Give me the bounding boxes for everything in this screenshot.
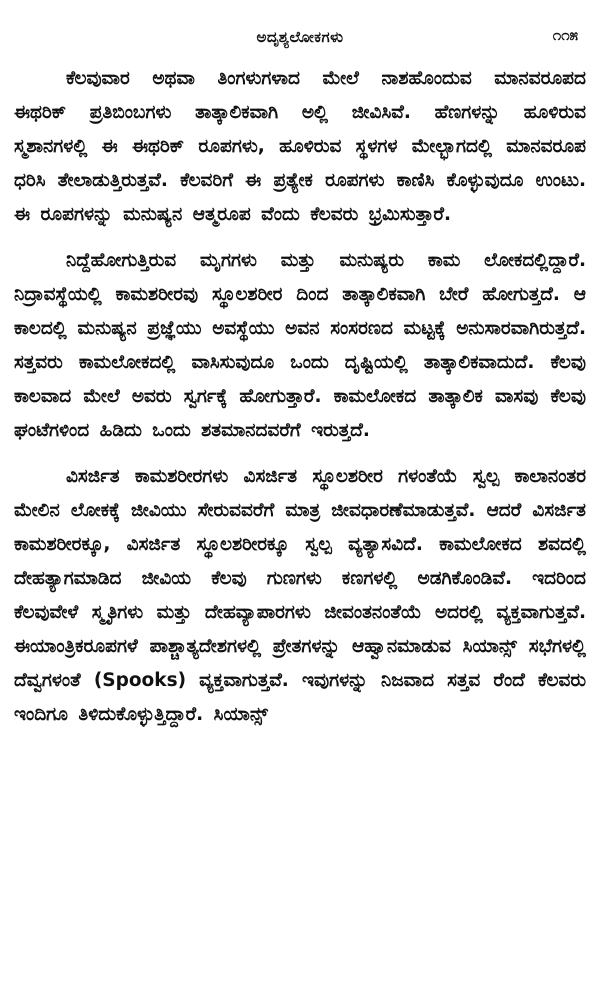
running-title: ಅದೃಶ್ಯಲೋಕಗಳು <box>256 28 344 46</box>
page-header <box>14 14 586 54</box>
paragraph-2: ನಿದ್ದೆಹೋಗುತ್ತಿರುವ ಮೃಗಗಳು ಮತ್ತು ಮನುಷ್ಯರು ಕಾಮ ಲೋಕದಲ್ಲಿದ್ದಾರೆ. ನಿದ್ರಾವಸ್ಥೆಯಲ್ಲಿ ಕಾಮಶರೀರವು ಸ್ಥೂಲಶರೀರ ದಿಂದ ತಾತ್ಕಾಲಿಕವಾಗಿ ಬೇರೆ ಹೋಗುತ್ತದೆ. ಆ ಕಾಲದಲ್ಲಿ ಮನುಷ್ಯನ ಪ್ರಜ್ಞೆಯು ಅವಸ್ಥೆಯು ಅವನ ಸಂಸರಣದ ಮಟ್ಟಕ್ಕೆ ಅನುಸಾರವಾಗಿರುತ್ತದೆ. ಸತ್ತವರು ಕಾಮಲೋಕದಲ್ಲಿ ವಾಸಿಸುವುದೂ ಒಂದು ದೃಷ್ಟಿಯಲ್ಲಿ ತಾತ್ಕಾಲಿಕವಾದುದೆ. ಕೆಲವು ಕಾಲವಾದ ಮೇಲೆ ಅವರು ಸ್ವರ್ಗಕ್ಕೆ ಹೋಗುತ್ತಾರೆ. ಕಾಮಲೋಕದ ತಾತ್ಕಾಲಿಕ ವಾಸವು ಕೆಲವು ಘಂಟೆಗಳಿಂದ ಹಿಡಿದು ಒಂದು ಶತಮಾನದವರೆಗೆ ಇರುತ್ತದೆ. <box>14 250 586 441</box>
body-text <box>14 62 586 732</box>
paragraph-1: ಕೆಲವುವಾರ ಅಥವಾ ತಿಂಗಳುಗಳಾದ ಮೇಲೆ ನಾಶಹೊಂದುವ ಮಾನವರೂಪದ ಈಥರಿಕ್ ಪ್ರತಿಬಿಂಬಗಳು ತಾತ್ಕಾಲಿಕವಾಗಿ ಅಲ್ಲಿ ಜೀವಿಸಿವೆ. ಹೆಣಗಳನ್ನು ಹೂಳಿರುವ ಸ್ಮಶಾನಗಳಲ್ಲಿ ಈ ಈಥರಿಕ್ ರೂಪಗಳು, ಹೂಳಿರುವ ಸ್ಥಳಗಳ ಮೇಲ್ಭಾಗದಲ್ಲಿ ಮಾನವರೂಪ ಧರಿಸಿ ತೇಲಾಡುತ್ತಿರುತ್ತವೆ. ಕೆಲವರಿಗೆ ಈ ಪ್ರತ್ಯೇಕ ರೂಪಗಳು ಕಾಣಿಸಿ ಕೊಳ್ಳುವುದೂ ಉಂಟು. ಈ ರೂಪಗಳನ್ನು ಮನುಷ್ಯನ ಆತ್ಮರೂಪ ವೆಂದು ಕೆಲವರು ಭ್ರಮಿಸುತ್ತಾರೆ. <box>14 68 586 225</box>
paragraph-3: ವಿಸರ್ಜಿತ ಕಾಮಶರೀರಗಳು ವಿಸರ್ಜಿತ ಸ್ಥೂಲಶರೀರ ಗಳಂತೆಯೆ ಸ್ವಲ್ಪ ಕಾಲಾನಂತರ ಮೇಲಿನ ಲೋಕಕ್ಕೆ ಜೀವಿಯು ಸೇರುವವರೆಗೆ ಮಾತ್ರ ಜೀವಧಾರಣೆಮಾಡುತ್ತವೆ. ಆದರೆ ವಿಸರ್ಜಿತ ಕಾಮಶರೀರಕ್ಕೂ, ವಿಸರ್ಜಿತ ಸ್ಥೂಲಶರೀರಕ್ಕೂ ಸ್ವಲ್ಪ ವ್ಯತ್ಯಾಸವಿದೆ. ಕಾಮಲೋಕದ ಶವದಲ್ಲಿ ದೇಹತ್ಯಾಗಮಾಡಿದ ಜೀವಿಯ ಕೆಲವು ಗುಣಗಳು ಕಣಗಳಲ್ಲಿ ಅಡಗಿಕೊಂಡಿವೆ. ಇದರಿಂದ ಕೆಲವುವೇಳೆ ಸ್ಮೃತಿಗಳು ಮತ್ತು ದೇಹವ್ಯಾಪಾರಗಳು ಜೀವಂತನಂತೆಯೆ ಅದರಲ್ಲಿ ವ್ಯಕ್ತವಾಗುತ್ತವೆ. ಈಯಾಂತ್ರಿಕರೂಪಗಳೆ ಪಾಶ್ಚಾತ್ಯದೇಶಗಳಲ್ಲಿ ಪ್ರೇತಗಳನ್ನು ಆಹ್ವಾನಮಾಡುವ ಸಿಯಾನ್ಸ್ ಸಭೆಗಳಲ್ಲಿ ದೆವ್ವಗಳಂತೆ (Spooks) ವ್ಯಕ್ತವಾಗುತ್ತವೆ. ಇವುಗಳನ್ನು ನಿಜವಾದ ಸತ್ತವ ರೆಂದೆ ಕೆಲವರು ಇಂದಿಗೂ ತಿಳಿದುಕೊಳ್ಳುತ್ತಿದ್ದಾರೆ. ಸಿಯಾನ್ಸ್ <box>14 466 586 725</box>
page-number: ೧೧೫ <box>552 26 578 44</box>
